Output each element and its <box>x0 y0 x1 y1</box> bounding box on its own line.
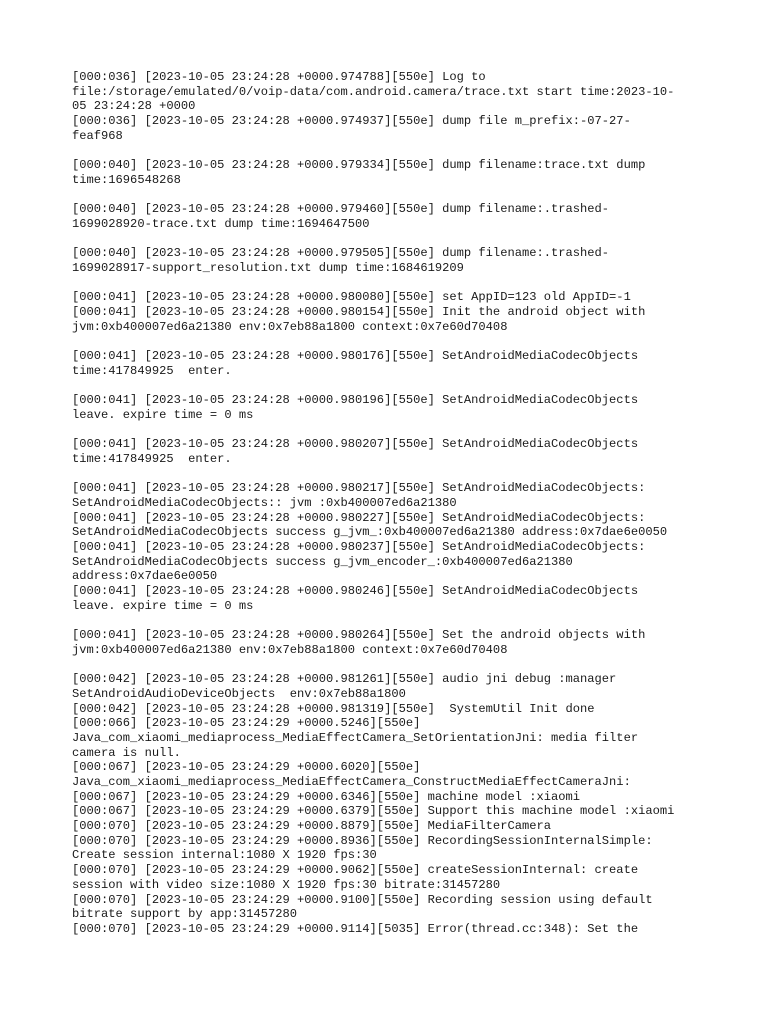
log-line: feaf968 <box>72 128 123 143</box>
log-line: 05 23:24:28 +0000 <box>72 99 196 114</box>
log-line: leave. expire time = 0 ms <box>72 407 254 422</box>
blank-line <box>72 143 712 158</box>
log-line: jvm:0xb400007ed6a21380 env:0x7eb88a1800 context:0x7e60d70408 <box>72 319 508 334</box>
log-line: [000:066] [2023-10-05 23:24:29 +0000.5246][550e] <box>72 716 421 731</box>
log-line: SetAndroidMediaCodecObjects success g_jvm_encoder_:0xb400007ed6a21380 <box>72 554 573 569</box>
log-document <box>72 70 712 937</box>
log-line: [000:070] [2023-10-05 23:24:29 +0000.9114][5035] Error(thread.cc:348): Set the <box>72 921 639 936</box>
log-line: session with video size:1080 X 1920 fps:30 bitrate:31457280 <box>72 877 501 892</box>
log-line: [000:041] [2023-10-05 23:24:28 +0000.980154][550e] Init the android object with <box>72 305 646 319</box>
blank-line <box>72 232 712 247</box>
log-line: 1699028917-support_resolution.txt dump time:1684619209 <box>72 260 464 275</box>
log-line: jvm:0xb400007ed6a21380 env:0x7eb88a1800 context:0x7e60d70408 <box>72 642 508 657</box>
blank-line <box>72 334 712 349</box>
blank-line <box>72 378 712 393</box>
log-line: time:1696548268 <box>72 172 181 187</box>
log-line: leave. expire time = 0 ms <box>72 598 254 613</box>
log-line: [000:067] [2023-10-05 23:24:29 +0000.6379][550e] Support this machine model :xiaomi <box>72 804 675 819</box>
log-line: [000:041] [2023-10-05 23:24:28 +0000.980246][550e] SetAndroidMediaCodecObjects <box>72 584 639 599</box>
log-line: [000:040] [2023-10-05 23:24:28 +0000.979460][550e] dump filename:.trashed- <box>72 202 610 217</box>
log-line: [000:041] [2023-10-05 23:24:28 +0000.980237][550e] SetAndroidMediaCodecObjects: <box>72 540 646 554</box>
log-line: [000:041] [2023-10-05 23:24:28 +0000.980196][550e] SetAndroidMediaCodecObjects <box>72 393 639 408</box>
log-line: time:417849925 enter. <box>72 451 232 466</box>
log-line: SetAndroidAudioDeviceObjects env:0x7eb88a1800 <box>72 686 406 701</box>
log-line: [000:041] [2023-10-05 23:24:28 +0000.980227][550e] SetAndroidMediaCodecObjects: <box>72 510 646 525</box>
log-line: [000:067] [2023-10-05 23:24:29 +0000.6020][550e] <box>72 760 421 775</box>
log-line: camera is null. <box>72 745 181 760</box>
blank-line <box>72 613 712 628</box>
blank-line <box>72 188 712 203</box>
log-line: 1699028920-trace.txt dump time:1694647500 <box>72 216 370 231</box>
log-line: [000:041] [2023-10-05 23:24:28 +0000.980080][550e] set AppID=123 old AppID=-1 <box>72 290 631 305</box>
blank-line <box>72 276 712 291</box>
log-line: Create session internal:1080 X 1920 fps:30 <box>72 848 377 863</box>
log-line: [000:036] [2023-10-05 23:24:28 +0000.974937][550e] dump file m_prefix:-07-27- <box>72 114 631 129</box>
log-line: [000:070] [2023-10-05 23:24:29 +0000.9062][550e] createSessionInternal: create <box>72 863 639 878</box>
log-line: Java_com_xiaomi_mediaprocess_MediaEffectCamera_ConstructMediaEffectCameraJni: <box>72 775 631 789</box>
log-line: time:417849925 enter. <box>72 363 232 378</box>
log-line: [000:040] [2023-10-05 23:24:28 +0000.979334][550e] dump filename:trace.txt dump <box>72 158 646 173</box>
log-line: address:0x7dae6e0050 <box>72 569 218 584</box>
log-line: [000:070] [2023-10-05 23:24:29 +0000.9100][550e] Recording session using default <box>72 892 653 907</box>
log-line: file:/storage/emulated/0/voip-data/com.android.camera/trace.txt start time:2023-10- <box>72 84 675 99</box>
log-line: Java_com_xiaomi_mediaprocess_MediaEffectCamera_SetOrientationJni: media filter <box>72 730 639 745</box>
log-line: SetAndroidMediaCodecObjects success g_jvm_:0xb400007ed6a21380 address:0x7dae6e0050 <box>72 525 668 540</box>
log-line: [000:041] [2023-10-05 23:24:28 +0000.980207][550e] SetAndroidMediaCodecObjects <box>72 437 639 452</box>
log-line: [000:067] [2023-10-05 23:24:29 +0000.6346][550e] machine model :xiaomi <box>72 789 581 804</box>
log-line: [000:036] [2023-10-05 23:24:28 +0000.974788][550e] Log to <box>72 70 486 84</box>
log-line: [000:040] [2023-10-05 23:24:28 +0000.979505][550e] dump filename:.trashed- <box>72 246 610 261</box>
log-line: bitrate support by app:31457280 <box>72 907 297 922</box>
log-line: [000:042] [2023-10-05 23:24:28 +0000.981261][550e] audio jni debug :manager <box>72 672 617 687</box>
log-line: [000:042] [2023-10-05 23:24:28 +0000.981319][550e] SystemUtil Init done <box>72 701 595 716</box>
log-line: [000:041] [2023-10-05 23:24:28 +0000.980264][550e] Set the android objects with <box>72 628 646 643</box>
blank-line <box>72 658 712 673</box>
log-line: SetAndroidMediaCodecObjects:: jvm :0xb400007ed6a21380 <box>72 495 457 510</box>
log-line: [000:070] [2023-10-05 23:24:29 +0000.8879][550e] MediaFilterCamera <box>72 819 551 834</box>
blank-line <box>72 423 712 438</box>
log-line: [000:070] [2023-10-05 23:24:29 +0000.8936][550e] RecordingSessionInternalSimple: <box>72 833 653 848</box>
blank-line <box>72 467 712 482</box>
log-line: [000:041] [2023-10-05 23:24:28 +0000.980176][550e] SetAndroidMediaCodecObjects <box>72 349 639 364</box>
log-line: [000:041] [2023-10-05 23:24:28 +0000.980217][550e] SetAndroidMediaCodecObjects: <box>72 481 646 496</box>
